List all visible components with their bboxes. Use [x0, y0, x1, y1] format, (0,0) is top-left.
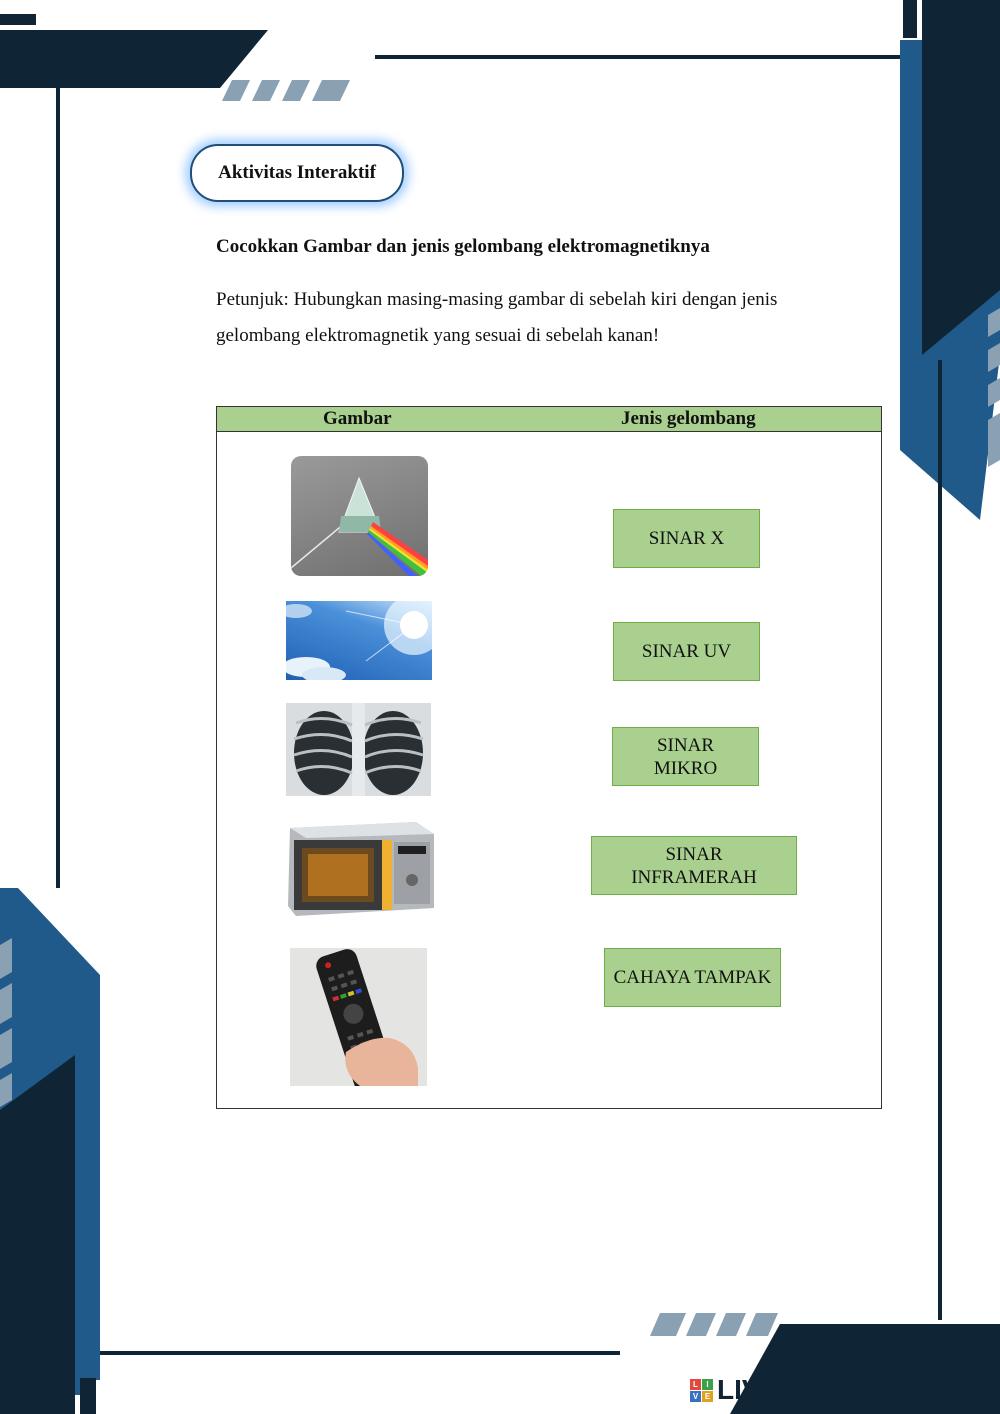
sun-sky-icon — [286, 601, 432, 680]
microwave-icon — [286, 818, 435, 918]
xray-icon — [286, 703, 431, 796]
prism-image[interactable] — [291, 456, 428, 576]
table-header — [217, 407, 881, 432]
activity-title: Aktivitas Interaktif — [218, 162, 376, 183]
prism-icon — [291, 456, 428, 576]
option-sinar-uv[interactable] — [613, 622, 760, 681]
option-cahaya-tampak[interactable] — [604, 948, 781, 1007]
column-header-gambar: Gambar — [323, 408, 392, 429]
option-label: SINAR X — [648, 528, 725, 549]
column-header-jenis: Jenis gelombang — [621, 408, 756, 429]
option-label: SINAR UV — [641, 641, 732, 662]
logo-text: LIVEWORKSHEETS — [717, 1374, 980, 1405]
option-sinar-inframerah[interactable] — [591, 836, 797, 895]
remote-image[interactable] — [290, 948, 427, 1086]
xray-image[interactable] — [286, 703, 431, 796]
activity-heading: Cocokkan Gambar dan jenis gelombang elektromagnetiknya — [216, 236, 710, 257]
option-sinar-mikro[interactable] — [612, 727, 759, 786]
option-label: SINAR MIKRO — [653, 734, 718, 779]
activity-title-badge — [190, 144, 404, 202]
activity-instruction: Petunjuk: Hubungkan masing-masing gambar di sebelah kiri dengan jenis gelombang elektromagnetik yang sesuai di sebelah kanan! — [216, 289, 778, 346]
liveworksheets-logo — [690, 1374, 980, 1406]
option-label: CAHAYA TAMPAK — [613, 967, 772, 988]
sun-sky-image[interactable] — [286, 601, 432, 680]
option-sinar-x[interactable] — [613, 509, 760, 568]
option-label: SINAR INFRAMERAH — [631, 843, 757, 888]
logo-cube-icon: L I V E — [690, 1379, 713, 1402]
remote-control-icon — [290, 948, 427, 1086]
microwave-image[interactable] — [286, 818, 435, 918]
